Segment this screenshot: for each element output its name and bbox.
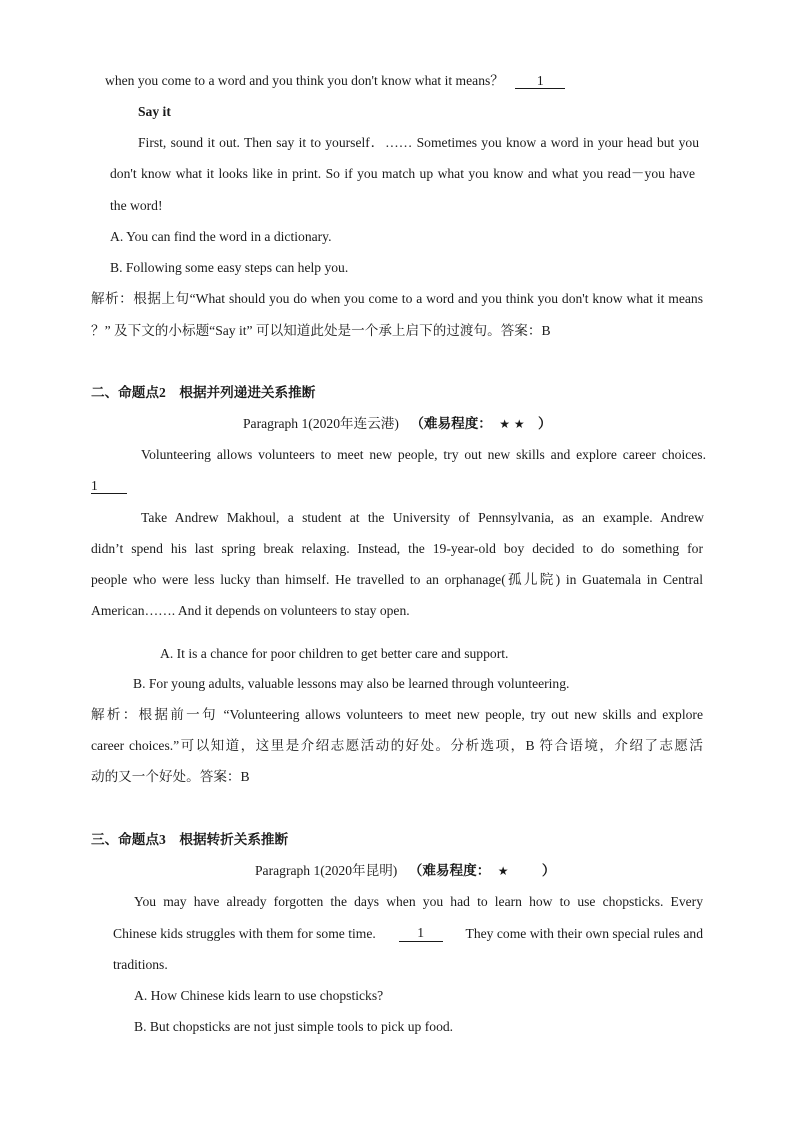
answer-blank: 1	[515, 74, 565, 89]
section-heading: 三、命题点3 根据转折关系推断	[91, 832, 289, 847]
paragraph-line: You may have already forgotten the days when you had to learn how to use chopsticks. Every	[134, 894, 703, 909]
answer-blank: 1	[91, 479, 127, 494]
paragraph-line: Volunteering allows volunteers to meet new people, try out new skills and explore career choices.	[141, 447, 706, 462]
option-a: A. You can find the word in a dictionary.	[110, 229, 332, 244]
section-heading: 二、命题点2 根据并列递进关系推断	[91, 385, 316, 400]
analysis-line: 动的又一个好处。答案：B	[91, 769, 250, 784]
difficulty-close: ）	[541, 863, 556, 878]
option-b: B. Following some easy steps can help you.	[110, 260, 349, 275]
paragraph-line: don't know what it looks like in print. So if you match up what you know and what you read－you have	[110, 166, 695, 181]
difficulty-close: ）	[538, 416, 552, 431]
paragraph-line: traditions.	[113, 957, 168, 972]
difficulty-label: （难易程度：	[410, 416, 492, 431]
paragraph-line	[113, 926, 703, 942]
paragraph-line: Take Andrew Makhoul, a student at the University of Pennsylvania, as an example. Andrew	[141, 510, 704, 525]
question-text: when you come to a word and you think you don't know what it means？	[105, 73, 504, 88]
analysis-line: 解析：根据前一句 “Volunteering allows volunteers to meet new people, try out new skills and explore	[91, 707, 703, 722]
paragraph-title-text: Paragraph 1(2020年昆明)	[255, 863, 398, 878]
analysis-line: ？” 及下文的小标题“Say it” 可以知道此处是一个承上启下的过渡句。答案：B	[91, 323, 551, 338]
option-b: B. For young adults, valuable lessons may also be learned through volunteering.	[133, 676, 570, 691]
paragraph-line: people who were less lucky than himself. He travelled to an orphanage(孤儿院) in Guatemala in Central	[91, 572, 703, 587]
option-b: B. But chopsticks are not just simple tools to pick up food.	[134, 1019, 454, 1034]
analysis-line: 解析：根据上句“What should you do when you come to a word and you think you don't know what it means	[91, 291, 703, 306]
subtitle-say-it: Say it	[138, 104, 171, 119]
analysis-line: career choices.”可以知道，这里是介绍志愿活动的好处。分析选项，B 符合语境，介绍了志愿活	[91, 738, 703, 753]
paragraph-line: American……. And it depends on volunteers to stay open.	[91, 603, 410, 618]
paragraph-text: Chinese kids struggles with them for some time.	[113, 926, 376, 941]
paragraph-text: They come with their own special rules and	[465, 926, 703, 941]
answer-blank: 1	[399, 926, 443, 942]
paragraph-line: the word!	[110, 198, 163, 213]
question-line	[105, 73, 565, 89]
paragraph-line: First, sound it out. Then say it to yourself．…… Sometimes you know a word in your head but you	[138, 135, 699, 150]
option-a: A. It is a chance for poor children to get better care and support.	[160, 646, 509, 661]
star-rating-icon: ★ ★	[499, 417, 525, 431]
answer-line	[91, 478, 127, 494]
paragraph-title	[243, 416, 552, 432]
option-a: A. How Chinese kids learn to use chopsticks?	[134, 988, 384, 1003]
star-rating-icon: ★	[497, 864, 509, 878]
difficulty-label: （难易程度：	[408, 863, 491, 878]
paragraph-title	[255, 863, 555, 879]
paragraph-title-text: Paragraph 1(2020年连云港)	[243, 416, 399, 431]
paragraph-line: didn’t spend his last spring break relaxing. Instead, the 19-year-old boy decided to do something for	[91, 541, 703, 556]
